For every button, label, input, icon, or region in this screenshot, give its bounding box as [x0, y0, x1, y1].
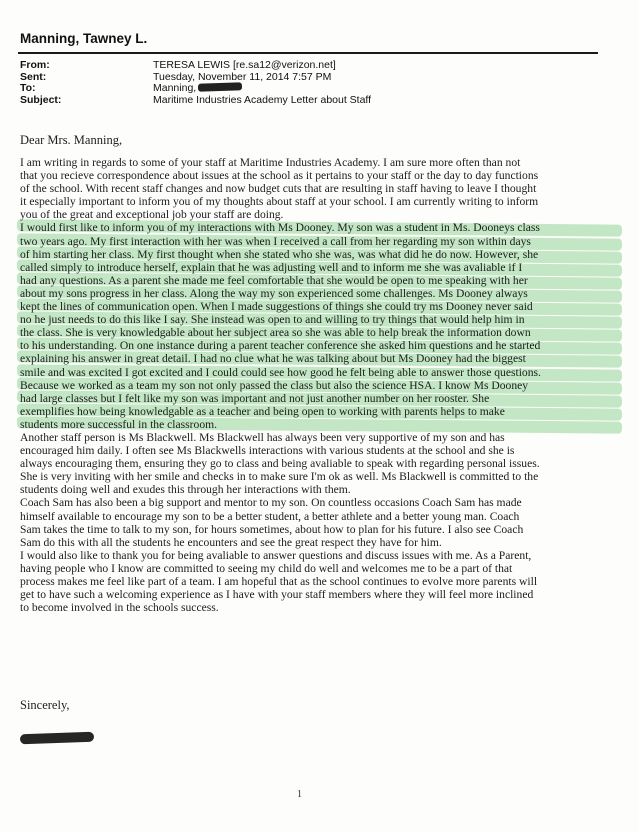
text-line [20, 483, 620, 496]
text-line [20, 208, 620, 221]
highlighted-text-line [20, 405, 620, 418]
text-line [20, 156, 620, 169]
line-text: it especially important to inform you of my thoughts about staff at your school. I am currently writing to inform [20, 195, 539, 209]
text-line [20, 431, 620, 444]
text-line [20, 575, 620, 588]
letter-closing: Sincerely, [20, 698, 70, 712]
line-text: of him starting her class. My first thought when she stated who she was, was what did he do now. However, she [20, 247, 539, 261]
from-label: From: [20, 59, 50, 71]
line-text: students doing well and exudes this through her interactions with them. [20, 483, 351, 497]
highlighted-text-line [20, 221, 620, 234]
text-line [20, 444, 620, 457]
line-text: two years ago. My first interaction with her was when I received a call from her regarding my son within days [20, 234, 531, 248]
text-line [20, 195, 620, 208]
text-line [20, 182, 620, 195]
text-line [20, 457, 620, 470]
line-text: always encouraging them, ensuring they go to class and being avaliable to speak with regarding personal issues. [20, 457, 540, 471]
sent-value: Tuesday, November 11, 2014 7:57 PM [153, 70, 332, 83]
line-text: no he just needs to do this like I say. She instead was open to and willing to try things that would help him in [20, 313, 525, 327]
line-text: to his understanding. On one instance during a parent teacher conference she asked him questions and he started [20, 339, 541, 353]
line-text: of the school. With recent staff changes and now budget cuts that are resulting in staff having to leave I thought [20, 182, 537, 196]
highlighted-text-line [20, 274, 620, 287]
line-text: students more successful in the classroom. [20, 417, 218, 431]
text-line [20, 169, 620, 182]
subject-label: Subject: [20, 93, 62, 106]
highlighted-text-line [20, 418, 620, 431]
highlighted-text-line [20, 261, 620, 274]
line-text: Sam takes the time to talk to my son, for hours sometimes, about how to plan for his future. I also see Coach [20, 522, 524, 536]
text-line [20, 588, 620, 601]
line-text: I would also like to thank you for being avaliable to answer questions and discuss issues with me. As a Parent, [20, 548, 532, 562]
line-text: Another staff person is Ms Blackwell. Ms Blackwell has always been very supportive of my son and has [20, 430, 505, 444]
highlighted-text-line [20, 392, 620, 405]
line-text: Sam do this with all the students he encounters and see the great respect they have for him. [20, 535, 442, 549]
line-text: She is very inviting with her smile and checks in to make sure I'm ok as well. Ms Blackwell is committed to the [20, 470, 539, 484]
text-line [20, 470, 620, 483]
text-line [20, 510, 620, 523]
line-text: about my sons progress in her class. Along the way my son experienced some challenges. Ms Dooney always [20, 286, 528, 300]
text-line [20, 562, 620, 575]
line-text: that you recieve correspondence about issues at the school as it pertains to your staff or the day to day functions [20, 169, 539, 183]
text-line [20, 549, 620, 562]
text-line [20, 523, 620, 536]
to-value: Manning, [153, 82, 197, 94]
highlighted-text-line [20, 352, 620, 365]
highlighted-text-line [20, 248, 620, 261]
line-text: to become involved in the schools success. [20, 601, 219, 615]
letter-salutation: Dear Mrs. Manning, [20, 133, 123, 147]
line-text: process makes me feel like part of a team. I am hopeful that as the school continues to evolve more parents will [20, 575, 538, 588]
line-text: you of the great and exceptional job your staff are doing. [20, 208, 284, 222]
text-line [20, 601, 620, 614]
line-text: kept the lines of communication open. When I made suggestions of things she could try ms Dooney never said [20, 300, 533, 314]
line-text: I am writing in regards to some of your staff at Maritime Industries Academy. I am sure more often than not [20, 156, 521, 169]
header-rule [18, 52, 598, 54]
letter-body [20, 156, 620, 614]
line-text: smile and was excited I got excited and I could could see how good he felt being able to answer those questions. [20, 365, 541, 379]
email-metadata [20, 60, 371, 106]
signature-redaction-mark [20, 732, 94, 745]
page-number: 1 [297, 789, 302, 800]
from-row [20, 60, 371, 72]
highlighted-text-line [20, 235, 620, 248]
line-text: get to have such a welcoming experience as I have with your staff members where they will feel more inclined [20, 588, 534, 602]
line-text: himself available to encourage my son to be a better student, a better athlete and a better young man. Coach [20, 509, 520, 523]
subject-value: Maritime Industries Academy Letter about Staff [153, 93, 372, 106]
line-text: Coach Sam has also been a big support and mentor to my son. On countless occasions Coach Sam has made [20, 496, 522, 510]
highlighted-text-line [20, 366, 620, 379]
highlighted-text-line [20, 326, 620, 339]
highlighted-text-line [20, 313, 620, 326]
line-text: Because we worked as a team my son not only passed the class but also the science HSA. I know Ms Dooney [20, 378, 529, 392]
from-value: TERESA LEWIS [re.sa12@verizon.net] [153, 59, 336, 71]
highlighted-text-line [20, 339, 620, 352]
line-text: called simply to introduce herself, explain that he was adjusting well and to inform me she was avaliable if I [20, 260, 523, 274]
text-line [20, 536, 620, 549]
line-text: encouraged him daily. I often see Ms Blackwells interactions with various students at the school and she is [20, 444, 515, 458]
subject-row [20, 95, 371, 107]
highlighted-text-line [20, 300, 620, 313]
sent-label: Sent: [20, 70, 47, 83]
line-text: the class. She is very knowledgable about her subject area so she was able to help break the information down [20, 326, 531, 340]
to-row [20, 83, 371, 95]
to-redaction-mark [198, 82, 242, 92]
to-label: To: [20, 82, 36, 94]
header-name: Manning, Tawney L. [20, 31, 148, 46]
highlighted-text-line [20, 287, 620, 300]
line-text: explaining his answer in great detail. I had no clue what he was talking about but Ms Dooney had the biggest [20, 352, 526, 366]
text-line [20, 496, 620, 509]
line-text: I would first like to inform you of my interactions with Ms Dooney. My son was a student in Ms. Dooneys class [20, 221, 540, 235]
line-text: had large classes but I felt like my son was important and not just another number on her rooster. She [20, 391, 490, 405]
highlighted-text-line [20, 379, 620, 392]
line-text: exemplifies how being knowledgable as a teacher and being open to working with parents helps to make [20, 404, 505, 418]
line-text: had any questions. As a parent she made me feel comfortable that she would be open to me speaking with her [20, 273, 528, 287]
line-text: having people who I know are committed to seeing my child do well and welcomes me to be a part of that [20, 561, 513, 575]
